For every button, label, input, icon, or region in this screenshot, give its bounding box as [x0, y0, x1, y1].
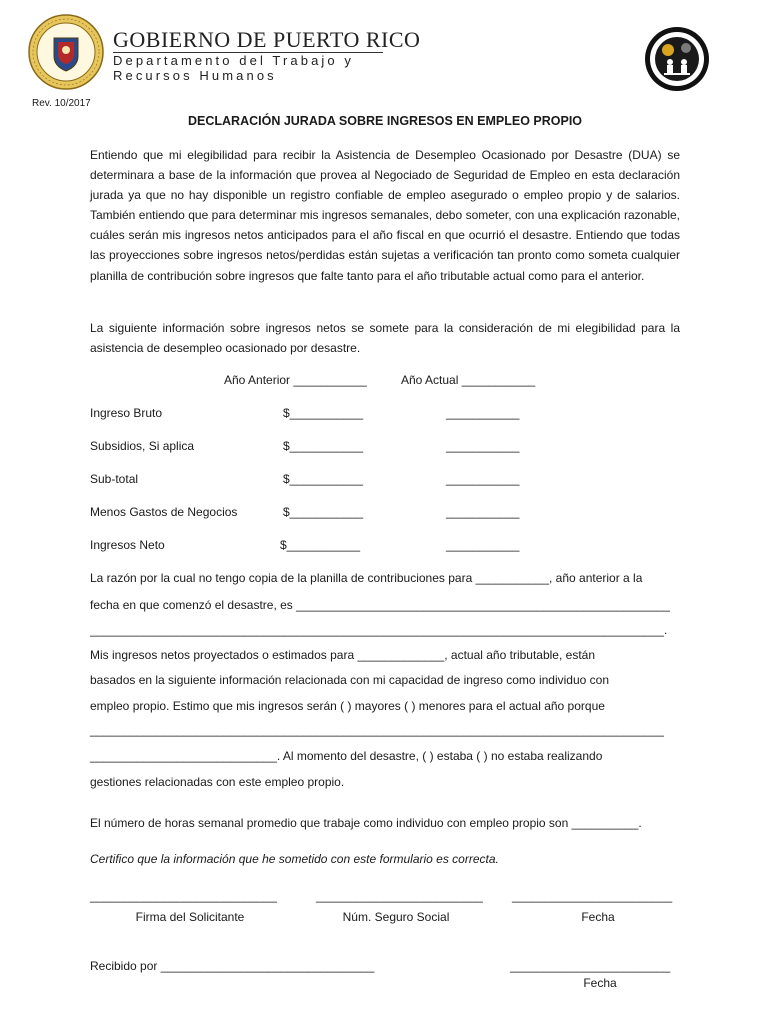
received-date-line[interactable]: ________________________	[510, 959, 671, 973]
declaration-paragraph: Entiendo que mi elegibilidad para recibir la Asistencia de Desempleo Ocasionado por Desastre (DUA) se determinara a base de la información que provea al Negociado de Seguridad de Empleo en esta declaración jurada ya que no hay disponible un registro confiable de empleo asegurado o empleo propio y de salarios. También entiendo que para determinar mis ingresos semanales, debo someter, con una explicación razonable, cuáles serán mis ingresos netos anticipados para el año fiscal en que ocurrió el desastre. Entiendo que todas las proyecciones sobre ingresos netos/perdidas están sujetas a verificación tan pronto como someta cualquier planilla de contribución sobre ingresos que falte tanto para el año tributable actual como para el anterior.	[90, 148, 680, 283]
ssn-line[interactable]: _________________________	[316, 889, 483, 903]
document-title: DECLARACIÓN JURADA SOBRE INGRESOS EN EMPLEO PROPIO	[187, 114, 583, 128]
row-label: Ingresos Neto	[90, 538, 165, 552]
prev-amount-field[interactable]: $___________	[283, 505, 364, 519]
projected-line-2: basados en la siguiente información relacionada con mi capacidad de ingreso como individuo con	[90, 673, 609, 687]
prev-amount-field[interactable]: $___________	[283, 406, 364, 420]
prev-amount-field[interactable]: $___________	[280, 538, 361, 552]
ssn-label: Núm. Seguro Social	[342, 910, 450, 924]
government-seal-icon	[28, 14, 104, 90]
government-title: GOBIERNO DE PUERTO RICO	[113, 27, 421, 52]
date-line[interactable]: ________________________	[512, 889, 673, 903]
reason-line-2[interactable]: fecha en que comenzó el desastre, es ________________________________________________________	[90, 598, 670, 612]
previous-year-field[interactable]: Año Anterior ___________	[224, 373, 367, 387]
date-label: Fecha	[581, 910, 615, 924]
projected-line-5[interactable]: ____________________________. Al momento del desastre, ( ) estaba ( ) no estaba realizando	[90, 749, 603, 763]
projected-line-6: gestiones relacionadas con este empleo propio.	[90, 775, 345, 789]
curr-amount-field[interactable]: ___________	[446, 439, 520, 453]
department-name-line2: Recursos Humanos	[113, 68, 277, 83]
current-year-field[interactable]: Año Actual ___________	[401, 373, 536, 387]
row-label: Menos Gastos de Negocios	[90, 505, 238, 519]
curr-amount-field[interactable]: ___________	[446, 505, 520, 519]
projected-line-3[interactable]: empleo propio. Estimo que mis ingresos serán ( ) mayores ( ) menores para el actual año porque	[90, 699, 605, 713]
projected-line-1[interactable]: Mis ingresos netos proyectados o estimados para _____________, actual año tributable, están	[90, 648, 595, 662]
curr-amount-field[interactable]: ___________	[446, 406, 520, 420]
department-name-line1: Departamento del Trabajo y	[113, 53, 355, 68]
row-label: Sub-total	[90, 472, 139, 486]
certification-statement	[90, 852, 499, 866]
certification-text: Certifico que la información que he sometido con este formulario es correcta.	[90, 852, 499, 866]
prev-amount-field[interactable]: $___________	[283, 439, 364, 453]
applicant-signature-label: Firma del Solicitante	[135, 910, 245, 924]
income-intro-paragraph: La siguiente información sobre ingresos netos se somete para la consideración de mi elegibilidad para la asistencia de desempleo ocasionado por desastre.	[90, 321, 680, 355]
projected-line-4[interactable]: ______________________________________________________________________________________	[90, 723, 664, 737]
row-label: Subsidios, Si aplica	[90, 439, 195, 453]
curr-amount-field[interactable]: ___________	[446, 472, 520, 486]
labor-department-logo-icon	[644, 26, 710, 92]
reason-line-3[interactable]: ______________________________________________________________________________________.	[90, 623, 668, 637]
revision-label: Rev. 10/2017	[32, 98, 91, 109]
curr-amount-field[interactable]: ___________	[446, 538, 520, 552]
received-by-field[interactable]: Recibido por ________________________________	[90, 959, 375, 973]
applicant-signature-line[interactable]: ____________________________	[90, 889, 277, 903]
row-label: Ingreso Bruto	[90, 406, 163, 420]
prev-amount-field[interactable]: $___________	[283, 472, 364, 486]
hours-line[interactable]: El número de horas semanal promedio que trabaje como individuo con empleo propio son __________.	[90, 816, 642, 830]
received-date-label: Fecha	[583, 976, 617, 990]
reason-line-1[interactable]: La razón por la cual no tengo copia de la planilla de contribuciones para ___________, año anterior a la	[90, 571, 643, 585]
